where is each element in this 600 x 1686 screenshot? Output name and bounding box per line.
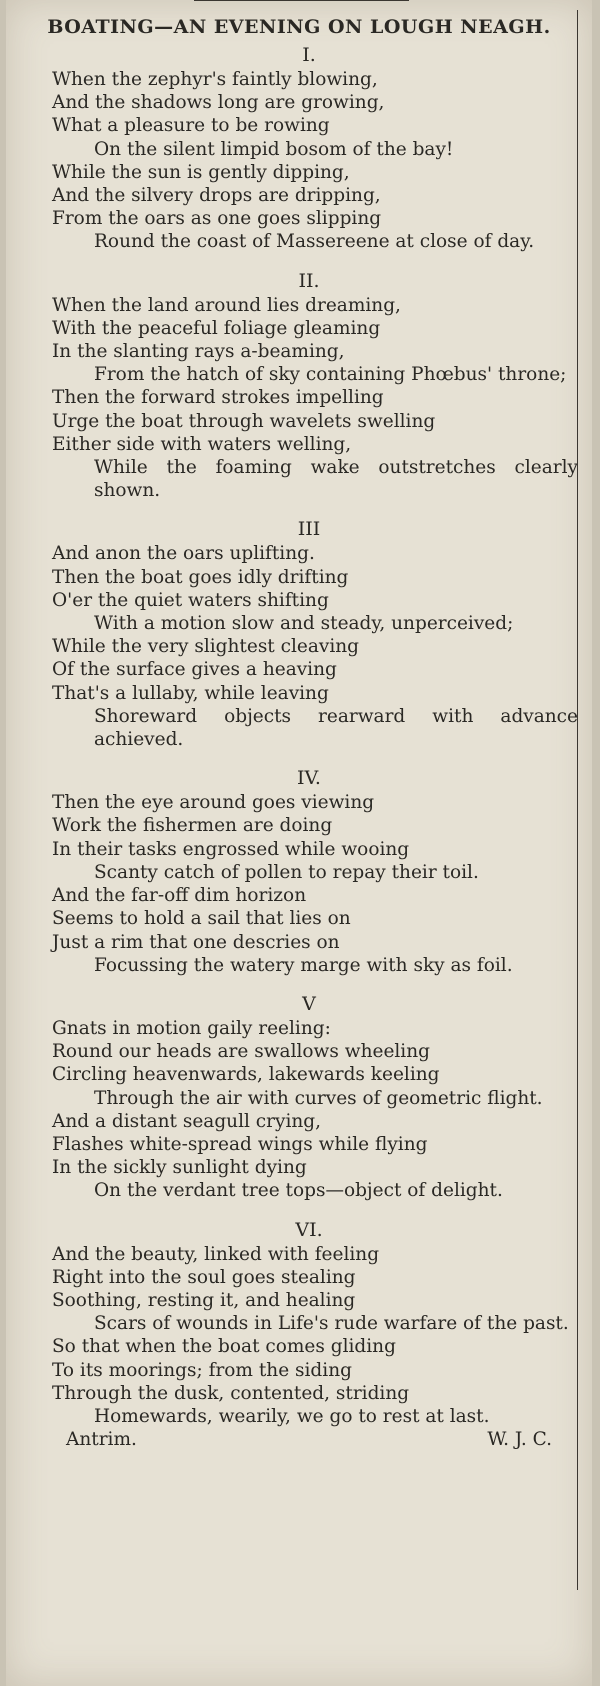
stanza xyxy=(6,1219,592,1429)
poem-line: That's a lullaby, while leaving xyxy=(52,682,329,704)
poem-line: What a pleasure to be rowing xyxy=(52,115,330,137)
poem-line: Round our heads are swallows wheeling xyxy=(52,1041,430,1063)
poem-line: Round the coast of Massereene at close of day. xyxy=(94,231,535,253)
poem-line: While the very slightest cleaving xyxy=(52,636,360,658)
stanza-numeral: III xyxy=(297,518,321,541)
poem-line: On the silent limpid bosom of the bay! xyxy=(94,138,454,160)
stanza xyxy=(6,44,592,254)
poem-line: To its moorings; from the siding xyxy=(52,1359,352,1381)
poem-line: In their tasks engrossed while wooing xyxy=(52,838,410,860)
column-rule xyxy=(577,10,578,1590)
poem-line: Right into the soul goes stealing xyxy=(52,1266,356,1288)
poem-line: Scanty catch of pollen to repay their toil. xyxy=(94,861,479,883)
poem-line: Circling heavenwards, lakewards keeling xyxy=(52,1064,440,1086)
poem-line: Flashes white-spread wings while flying xyxy=(52,1133,428,1155)
poem-line: Through the air with curves of geometric flight. xyxy=(94,1087,543,1109)
poem-line: In the sickly sunlight dying xyxy=(52,1157,307,1179)
signature-place: Antrim. xyxy=(66,1429,137,1451)
poem-line: And anon the oars uplifting. xyxy=(52,543,315,565)
poem-line: So that when the boat comes gliding xyxy=(52,1336,396,1358)
poem-line: Focussing the watery marge with sky as foil. xyxy=(94,954,513,976)
poem-line: Through the dusk, contented, striding xyxy=(52,1382,410,1404)
newspaper-clipping xyxy=(6,0,592,1686)
poem-line: Either side with waters welling, xyxy=(52,433,352,455)
poem-line: With the peaceful foliage gleaming xyxy=(52,317,381,339)
poem-line: When the zephyr's faintly blowing, xyxy=(52,69,378,90)
poem-line: And the far-off dim horizon xyxy=(52,885,307,907)
poem-line: When the land around lies dreaming, xyxy=(52,294,401,316)
poem-line: In the slanting rays a-beaming, xyxy=(52,341,345,363)
poem-line: And the silvery drops are dripping, xyxy=(52,185,381,207)
poem-line: Then the forward strokes impelling xyxy=(52,387,384,409)
poem-line: From the oars as one goes slipping xyxy=(52,208,382,230)
stanza xyxy=(6,518,592,751)
signature-initials: W. J. C. xyxy=(487,1429,552,1451)
stanza xyxy=(6,993,592,1203)
stanza xyxy=(6,767,592,977)
stanza-numeral: I. xyxy=(302,44,316,66)
stanza-numeral: V xyxy=(302,992,316,1015)
poem-title: BOATING—AN EVENING ON LOUGH NEAGH. xyxy=(47,16,551,38)
poem-line: Just a rim that one descries on xyxy=(52,931,340,953)
poem-line: From the hatch of sky containing Phœbus' throne; xyxy=(94,364,567,386)
stanza-numeral: VI. xyxy=(295,1218,323,1241)
poem-line: Then the boat goes idly drifting xyxy=(52,566,349,588)
poem-line: While the foaming wake outstretches clearly shown. xyxy=(94,457,578,502)
poem-line: Homewards, wearily, we go to rest at last. xyxy=(94,1405,490,1427)
poem-line: Seems to hold a sail that lies on xyxy=(52,908,351,930)
poem-line: Shoreward objects rearward with advance achieved. xyxy=(94,705,578,751)
stanza xyxy=(6,270,592,503)
poem-line: Gnats in motion gaily reeling: xyxy=(52,1017,331,1039)
poem-body xyxy=(6,44,592,1428)
poem-line: Work the fishermen are doing xyxy=(52,815,333,837)
poem-line: O'er the quiet waters shifting xyxy=(52,589,329,611)
poem-line: On the verdant tree tops—object of delight. xyxy=(94,1180,503,1202)
poem-line: Scars of wounds in Life's rude warfare of the past. xyxy=(94,1313,569,1335)
poem-line: Then the eye around goes viewing xyxy=(52,792,375,814)
poem-line: And the shadows long are growing, xyxy=(52,92,385,114)
poem-line: Urge the boat through wavelets swelling xyxy=(52,410,436,432)
poem-line: Soothing, resting it, and healing xyxy=(52,1289,356,1311)
poem-line: Of the surface gives a heaving xyxy=(52,659,337,681)
stanza-numeral: II. xyxy=(298,269,320,292)
top-rule xyxy=(194,0,409,1)
poem-line: And the beauty, linked with feeling xyxy=(52,1243,380,1265)
signature xyxy=(6,1428,592,1452)
poem-line: And a distant seagull crying, xyxy=(52,1110,322,1132)
stanza-numeral: IV. xyxy=(297,767,321,790)
poem-line: With a motion slow and steady, unperceived; xyxy=(94,613,514,635)
poem-line: While the sun is gently dipping, xyxy=(52,161,350,183)
